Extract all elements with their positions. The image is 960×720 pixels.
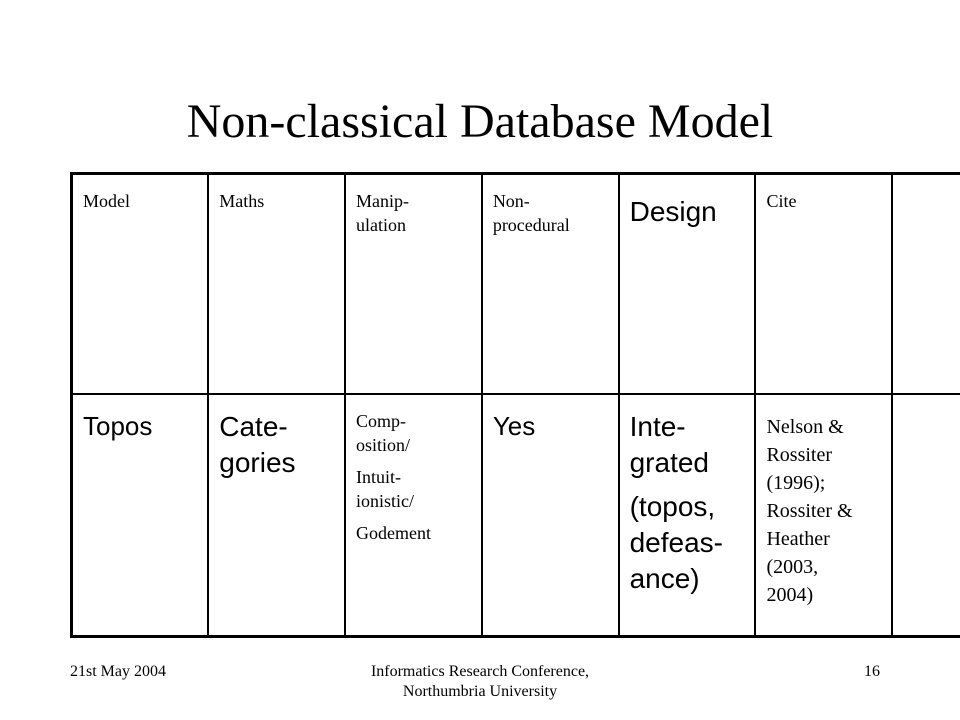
model-table xyxy=(70,172,960,638)
header-cell-cite xyxy=(755,174,892,394)
cite-value: Nelson & Rossiter (1996); Rossiter & Heather (2003, 2004) xyxy=(766,415,853,606)
footer-event: Informatics Research Conference, Northumbria University xyxy=(370,663,590,700)
design-line-2: (topos, defeas- ance) xyxy=(629,490,723,594)
maths-value: Cate- gories xyxy=(219,410,296,478)
header-manipulation: Manip- ulation xyxy=(356,191,410,235)
cell-manipulation xyxy=(345,394,482,637)
header-nonprocedural: Non- procedural xyxy=(492,191,570,235)
slide-title: Non-classical Database Model xyxy=(186,95,774,148)
nonprocedural-value: Yes xyxy=(492,410,536,441)
cell-nonprocedural xyxy=(482,394,619,637)
header-cell-maths xyxy=(208,174,345,394)
design-line-1: Inte- grated xyxy=(629,410,709,478)
header-cell-model xyxy=(72,174,209,394)
footer-page-number: 16 xyxy=(864,663,880,680)
header-cell-blank xyxy=(892,174,960,394)
header-cite: Cite xyxy=(766,191,797,211)
cell-model xyxy=(72,394,209,637)
header-maths: Maths xyxy=(219,191,265,211)
model-value: Topos xyxy=(83,410,153,441)
header-model: Model xyxy=(83,191,130,211)
cell-design xyxy=(619,394,756,637)
cell-blank xyxy=(892,394,960,637)
manipulation-line-2: Intuit- ionistic/ xyxy=(356,466,415,511)
header-cell-manipulation xyxy=(345,174,482,394)
header-cell-design xyxy=(619,174,756,394)
manipulation-line-1: Comp- osition/ xyxy=(356,410,411,455)
table-row xyxy=(72,394,960,637)
cell-cite xyxy=(755,394,892,637)
header-cell-nonprocedural xyxy=(482,174,619,394)
cell-maths xyxy=(208,394,345,637)
header-design: Design xyxy=(629,196,717,227)
manipulation-line-3: Godement xyxy=(356,522,432,543)
footer-date: 21st May 2004 xyxy=(70,663,166,680)
table-header-row xyxy=(72,174,960,394)
